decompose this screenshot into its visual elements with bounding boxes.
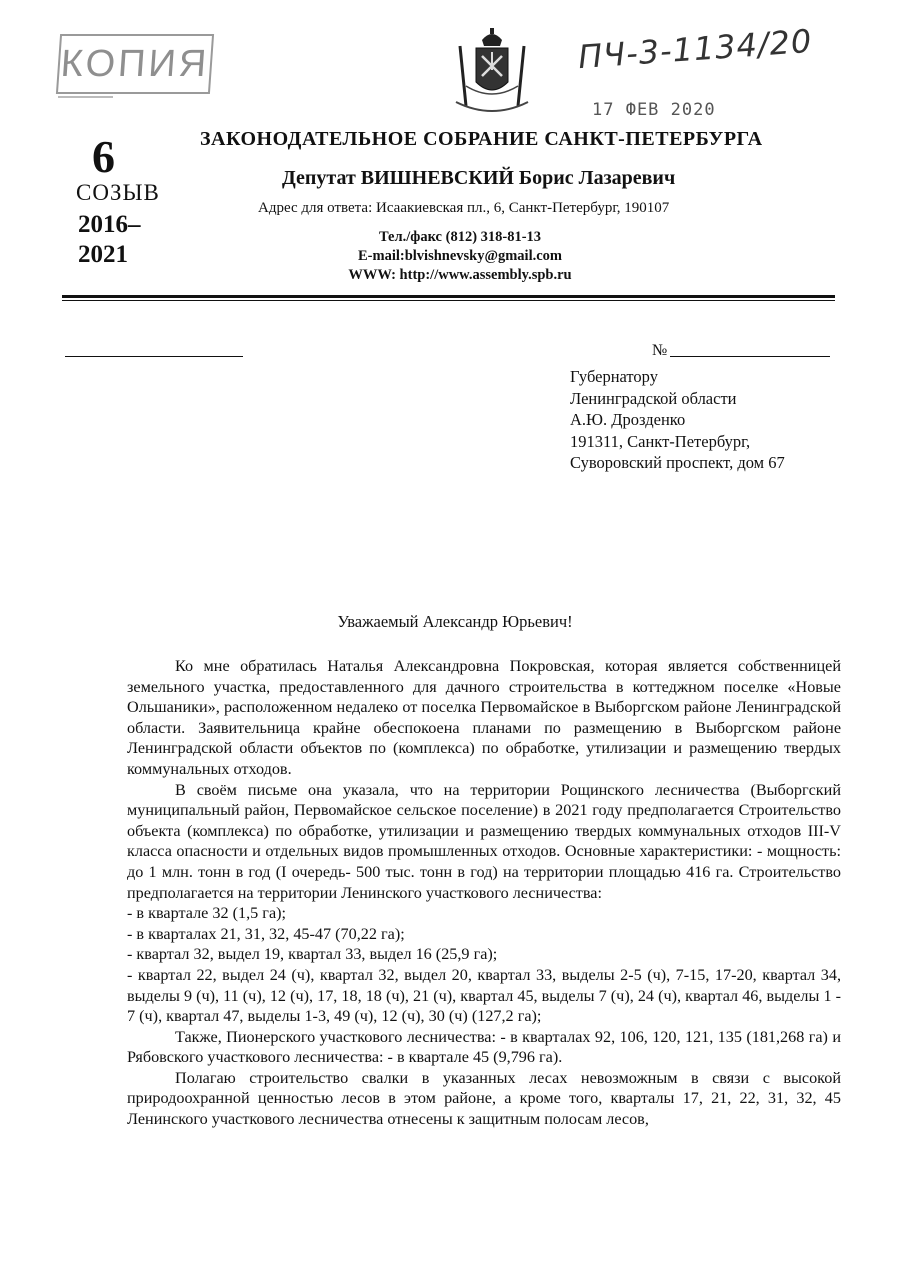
list-item: - квартал 32, выдел 19, квартал 33, выдел 16 (25,9 га); xyxy=(127,945,498,964)
assembly-title: ЗАКОНОДАТЕЛЬНОЕ СОБРАНИЕ САНКТ-ПЕТЕРБУРГА xyxy=(200,128,763,150)
number-label: № xyxy=(652,342,668,359)
body-paragraph: В своём письме она указала, что на территории Рощинского лесничества (Выборгский муниципальный район, Первомайское сельское поселение) в 2021 году предполагается Строительство объекта (комплекса) по обработке, утилизации и размещению твердых коммунальных отходов III-V класса опасности и отдельных видов промышленных отходов. Основные характеристики: - мощность: до 1 млн. тонн в год (I очередь- 500 тыс. тонн в год) на территории площадью 416 га. Строительство предполагается на территории Ленинского участкового лесничества: xyxy=(127,780,841,902)
convocation-label: СОЗЫВ xyxy=(76,180,160,205)
convocation-number: 6 xyxy=(92,131,115,182)
website: WWW: http://www.assembly.spb.ru xyxy=(348,267,572,283)
coat-of-arms-emblem xyxy=(452,26,532,118)
handwritten-reference: ПЧ-3-1134/20 xyxy=(576,21,814,77)
body-paragraph: Полагаю строительство свалки в указанных лесах невозможным в связи с высокой природоохранной ценностью лесов в этом районе, а кроме того, кварталы 17, 21, 22, 31, 32, 45 Ленинского участкового лесничества отнесены к защитным полосам лесов, xyxy=(127,1068,841,1129)
number-line xyxy=(670,356,830,357)
convocation-years-start: 2016– xyxy=(78,211,141,238)
recipient-line: Суворовский проспект, дом 67 xyxy=(570,453,785,472)
email: E-mail:blvishnevsky@gmail.com xyxy=(357,248,562,264)
list-item: - в квартале 32 (1,5 га); xyxy=(127,904,287,923)
salutation: Уважаемый Александр Юрьевич! xyxy=(337,612,573,631)
phone-fax: Тел./факс (812) 318-81-13 xyxy=(378,229,542,245)
header-rule-thin xyxy=(62,300,835,301)
recipient-line: 191311, Санкт-Петербург, xyxy=(570,431,751,451)
reply-address: Адрес для ответа: Исаакиевская пл., 6, Санкт-Петербург, 190107 xyxy=(258,200,670,216)
convocation-years xyxy=(78,210,168,270)
body-paragraph: Также, Пионерского участкового лесничества: - в кварталах 92, 106, 120, 121, 135 (181,268 га) и Рябовского участкового лесничества: - в квартале 45 (9,796 га). xyxy=(127,1027,841,1067)
received-date-stamp: 17 ФЕВ 2020 xyxy=(592,100,716,120)
recipient-block xyxy=(570,366,785,474)
header-rule-thick xyxy=(62,295,835,298)
recipient-line: Ленинградской области xyxy=(570,388,737,408)
stamp-underline xyxy=(58,96,113,98)
outgoing-reference-line xyxy=(65,356,243,357)
recipient-line: А.Ю. Дрозденко xyxy=(570,410,686,429)
list-item: - в кварталах 21, 31, 32, 45-47 (70,22 га); xyxy=(127,924,405,943)
body-paragraph: Ко мне обратилась Наталья Александровна Покровская, которая является собственницей земельного участка, предоставленного для дачного строительства в коттеджном поселке «Новые Ольшаники», расположенном недалеко от поселка Первомайское в Выборгском районе Ленинградской области. Заявительница крайне обеспокоена планами по размещению в Выборгском районе Ленинградской области объектов по (комплекса) по обработке, утилизации и размещению твердых коммунальных отходов. xyxy=(127,657,841,778)
letter-body xyxy=(127,656,841,1130)
recipient-line: Губернатору xyxy=(570,367,658,386)
deputy-name: Депутат ВИШНЕВСКИЙ Борис Лазаревич xyxy=(282,167,676,189)
convocation-years-end: 2021 xyxy=(78,241,128,268)
list-item: - квартал 22, выдел 24 (ч), квартал 32, выдел 20, квартал 33, выделы 2-5 (ч), 7-15, 17-20, квартал 34, выделы 9 (ч), 11 (ч), 12 (ч), 17, 18, 18 (ч), 21 (ч), квартал 45, выделы 7 (ч), 24 (ч), квартал 46, выделы 1 - 7 (ч), квартал 47, выделы 1-3, 49 (ч), 12 (ч), 30 (ч) (127,2 га); xyxy=(127,965,841,1026)
copy-stamp: КОПИЯ xyxy=(56,34,214,94)
contact-block xyxy=(300,228,620,285)
